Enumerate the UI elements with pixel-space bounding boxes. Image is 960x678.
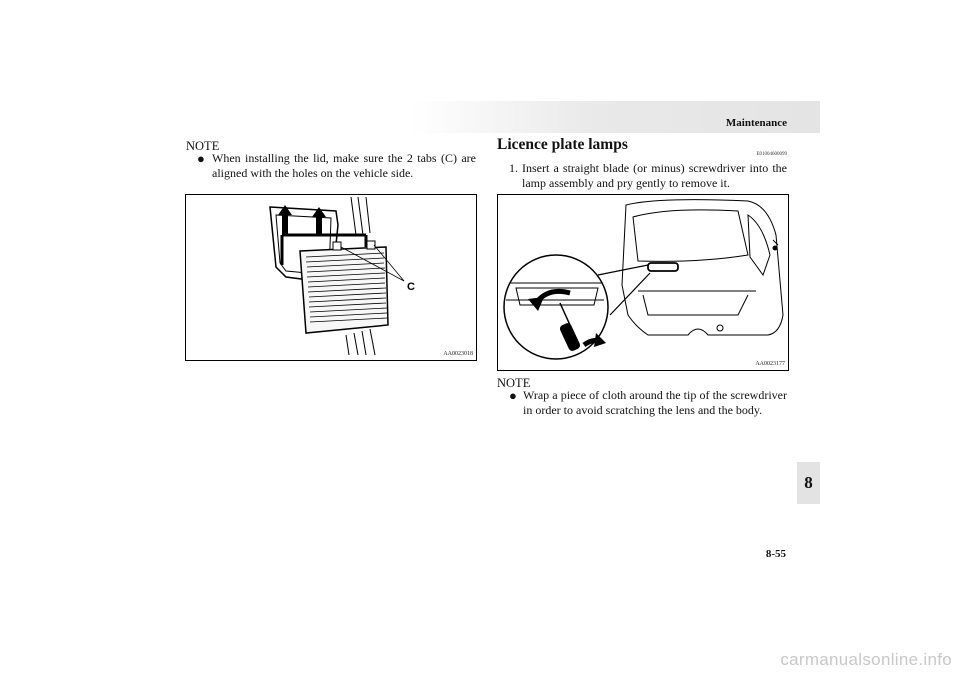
note-label: NOTE xyxy=(186,139,220,153)
chapter-tab: 8 xyxy=(797,462,820,504)
note-label: NOTE xyxy=(497,376,531,390)
step-number: 1. xyxy=(509,161,518,175)
section-title: Licence plate lamps xyxy=(497,136,628,153)
lid-installation-illustration xyxy=(186,195,476,360)
section-code: E01004600099 xyxy=(756,152,787,157)
step-text: Insert a straight blade (or minus) screwdriver into the lamp assembly and pry gently to remove it. xyxy=(522,161,787,190)
figure-code: AA0023018 xyxy=(443,351,473,357)
callout-c-label: C xyxy=(407,281,415,293)
bullet-icon: ● xyxy=(197,151,205,166)
figure-code: AA0023177 xyxy=(755,361,785,367)
note-text: Wrap a piece of cloth around the tip of the screwdriver in order to avoid scratching the lens and the body. xyxy=(523,388,787,417)
note-text: When installing the lid, make sure the 2 tabs (C) are aligned with the holes on the vehicle side. xyxy=(212,151,476,180)
licence-lamp-figure xyxy=(497,194,789,371)
bullet-icon: ● xyxy=(509,388,517,403)
licence-lamp-illustration xyxy=(498,195,788,370)
lid-installation-figure xyxy=(185,194,477,361)
page-number: 8-55 xyxy=(765,548,786,560)
page-header-title: Maintenance xyxy=(725,117,787,129)
watermark-logo: carmanualsonline.info xyxy=(780,650,952,669)
